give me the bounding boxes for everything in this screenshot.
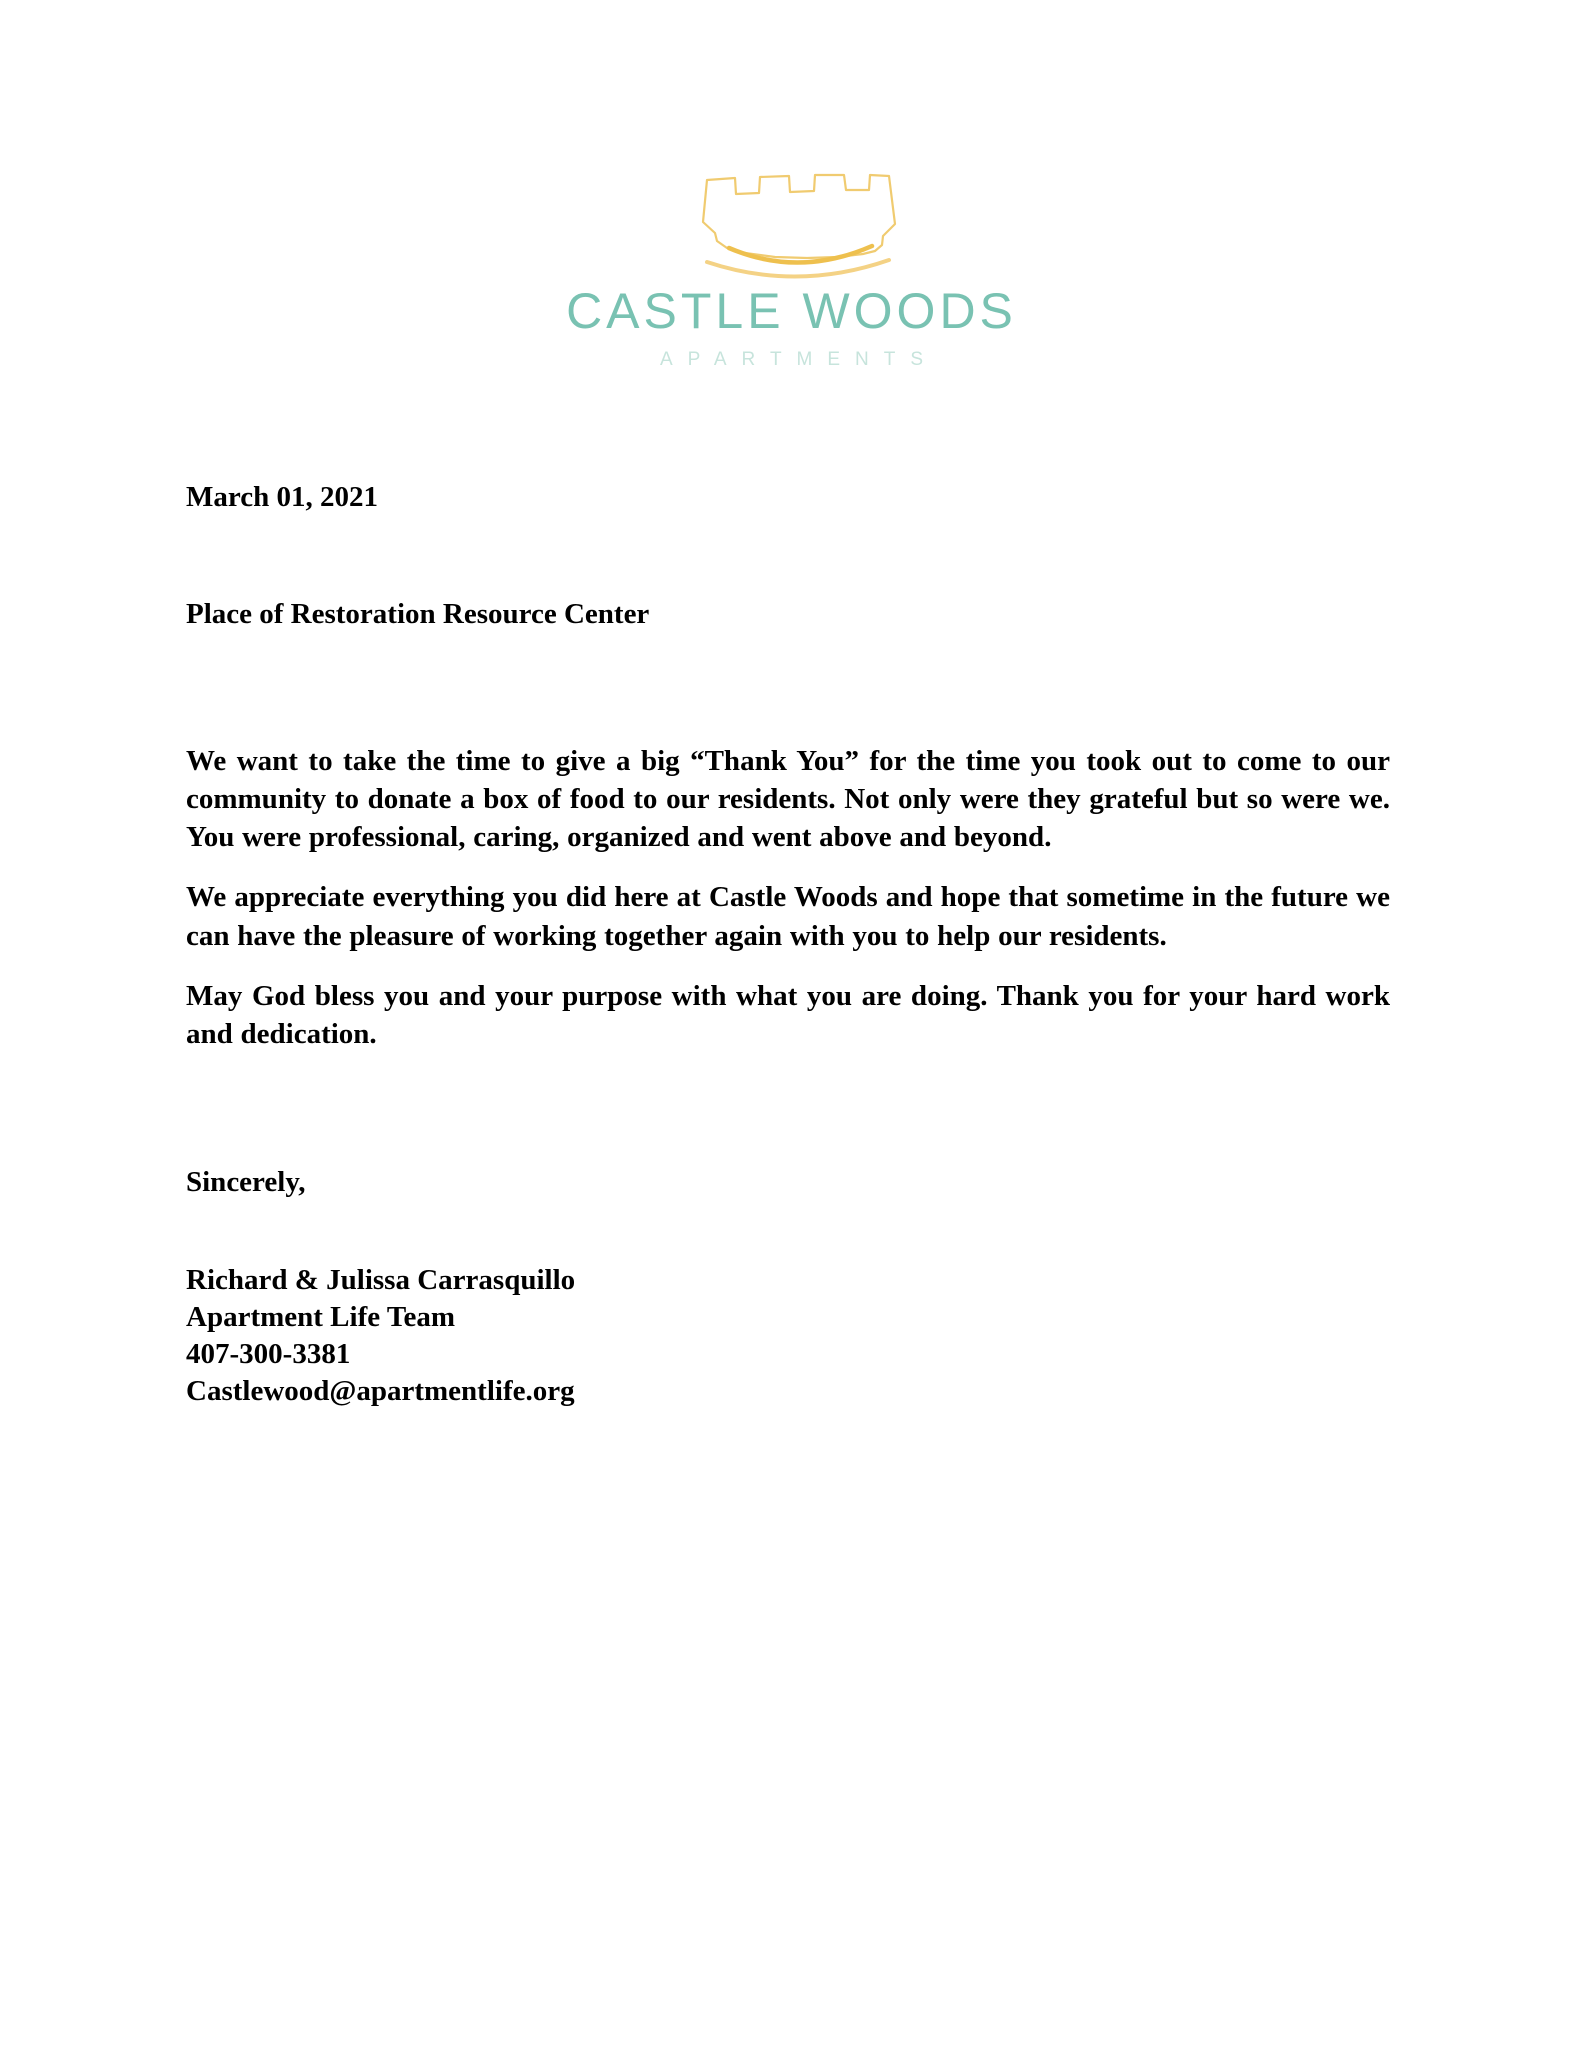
letter-content: [186, 480, 1390, 1410]
brand-name: CASTLE WOODS: [566, 283, 1017, 339]
letterhead: [0, 150, 1583, 369]
signature-block: [186, 1200, 1390, 1409]
letter-paragraph: May God bless you and your purpose with what you are doing. Thank you for your hard work and dedication.: [186, 979, 1390, 1051]
signature-email: Castlewood@apartmentlife.org: [186, 1374, 575, 1407]
letter-paragraph: We want to take the time to give a big “Thank You” for the time you took out to come to our community to donate a box of food to our residents. Not only were they grateful but so were we. You were professional, caring, organized and went above and beyond.: [186, 744, 1390, 854]
castle-battlement-icon: [667, 150, 917, 280]
signature-name: Richard & Julissa Carrasquillo: [186, 1264, 576, 1297]
letter-paragraph: We appreciate everything you did here at Castle Woods and hope that sometime in the future we can have the pleasure of working together again with you to help our residents.: [186, 881, 1390, 952]
signature-team: Apartment Life Team: [186, 1301, 456, 1334]
letter-recipient: Place of Restoration Resource Center: [186, 597, 650, 630]
letter-date: March 01, 2021: [186, 481, 378, 513]
signature-phone: 407-300-3381: [186, 1337, 351, 1370]
letter-body: [186, 632, 1390, 1054]
brand-subtitle: APARTMENTS: [659, 349, 939, 370]
letter-closing: Sincerely,: [186, 1166, 306, 1199]
